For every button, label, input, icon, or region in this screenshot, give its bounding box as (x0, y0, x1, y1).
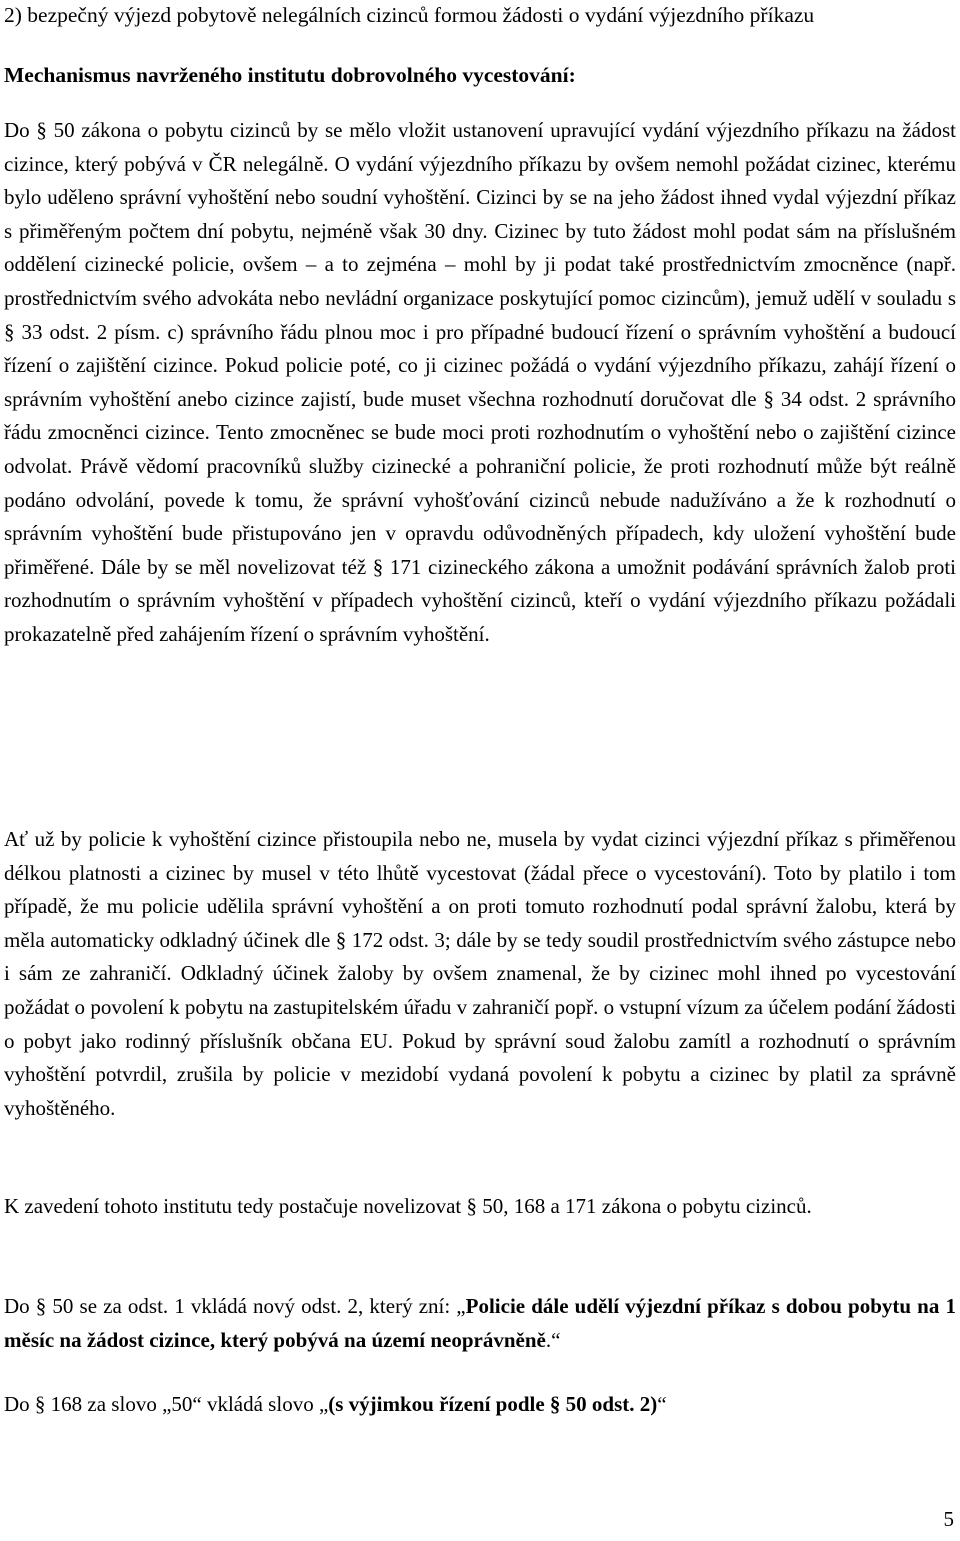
amendment-end: .“ (545, 1327, 561, 1352)
amendment-intro: Do § 168 za slovo „50“ vkládá slovo „ (4, 1392, 329, 1416)
page-number: 5 (943, 1507, 954, 1531)
paragraph-mechanism: Do § 50 zákona o pobytu cizinců by se mělo vložit ustanovení upravující vydání výjezdního příkazu na žádost cizince, který pobývá v ČR nelegálně. O vydání výjezdního příkazu by ovšem nemohl požádat cizinec, kterému bylo uděleno správní vyhoštění nebo soudní vyhoštění. Cizinci by se na jeho žádost ihned vydal výjezdní příkaz s přiměřeným počtem dní pobytu, nejméně však 30 dny. Cizinec by tuto žádost mohl podat sám na příslušném oddělení cizinecké policie, ovšem – a to zejména – mohl by ji podat také prostřednictvím zmocněnce (např. prostřednictvím svého advokáta nebo nevládní organizace poskytující pomoc cizincům), jemuž udělí v souladu s § 33 odst. 2 písm. c) správního řádu plnou moc i pro případné budoucí řízení o správním vyhoštění a budoucí řízení o zajištění cizince. Pokud policie poté, co ji cizinec požádá o vydání výjezdního příkazu, zahájí řízení o správním vyhoštění anebo cizince zajistí, bude muset všechna rozhodnutí doručovat dle § 34 odst. 2 správního řádu zmocněnci cizince. Tento zmocněnec se bude moci proti rozhodnutím o vyhoštění nebo o zajištění cizince odvolat. Právě vědomí pracovníků služby cizinecké a pohraniční policie, že proti rozhodnutí může být reálně podáno odvolání, povede k tomu, že správní vyhošťování cizinců nebude nadužíváno a že k rozhodnutí o správním vyhoštění bude přistupováno jen v opravdu odůvodněných případech, kdy uložení vyhoštění bude přiměřené. Dále by se měl novelizovat též § 171 cizineckého zákona a umožnit podávání správních žalob proti rozhodnutím o správním vyhoštění v případech vyhoštění cizinců, kteří o vydání výjezdního příkazu požádali prokazatelně před zahájením řízení o správním vyhoštění. (4, 118, 956, 646)
section-heading: 2) bezpečný výjezd pobytově nelegálních cizinců formou žádosti o vydání výjezdního příkazu (4, 3, 815, 27)
amendment-text-bold: Policie dále udělí výjezdní příkaz s dobou pobytu na 1 měsíc na žádost cizince, který pobývá na území neoprávněně (4, 1294, 956, 1352)
paragraph-exit-order: Ať už by policie k vyhoštění cizince přistoupila nebo ne, musela by vydat cizinci výjezdní příkaz s přiměřenou délkou platnosti a cizinec by musel v této lhůtě vycestovat (žádal přece o vycestování). Toto by platilo i tom případě, že mu policie udělila správní vyhoštění a on proti tomuto rozhodnutí podal správní žalobu, která by měla automaticky odkladný účinek dle § 172 odst. 3; dále by se tedy soudil prostřednictvím svého zástupce nebo i sám ze zahraničí. Odkladný účinek žaloby by ovšem znamenal, že by cizinec mohl ihned po vycestování požádat o povolení k pobytu na zastupitelském úřadu v zahraničí popř. o vstupní vízum za účelem podání žádosti o pobyt jako rodinný příslušník občana EU. Pokud by správní soud žalobu zamítl a rozhodnutí o správním vyhoštění potvrdil, zrušila by policie v mezidobí vydaná povolení k pobytu a cizinec by platil za správně vyhoštěného. (4, 827, 956, 1120)
mechanism-subheading: Mechanismus navrženého institutu dobrovolného vycestování: (4, 63, 576, 87)
amendment-text-bold: (s výjimkou řízení podle § 50 odst. 2) (328, 1392, 658, 1416)
paragraph-amendment-summary: K zavedení tohoto institutu tedy postačuje novelizovat § 50, 168 a 171 zákona o pobytu cizinců. (4, 1194, 812, 1218)
paragraph-section-50-amendment (4, 1290, 956, 1357)
amendment-intro: Do § 50 se za odst. 1 vkládá nový odst. 2, který zní: „ (4, 1294, 466, 1318)
paragraph-section-168-amendment (4, 1388, 956, 1422)
amendment-end: “ (657, 1392, 667, 1416)
